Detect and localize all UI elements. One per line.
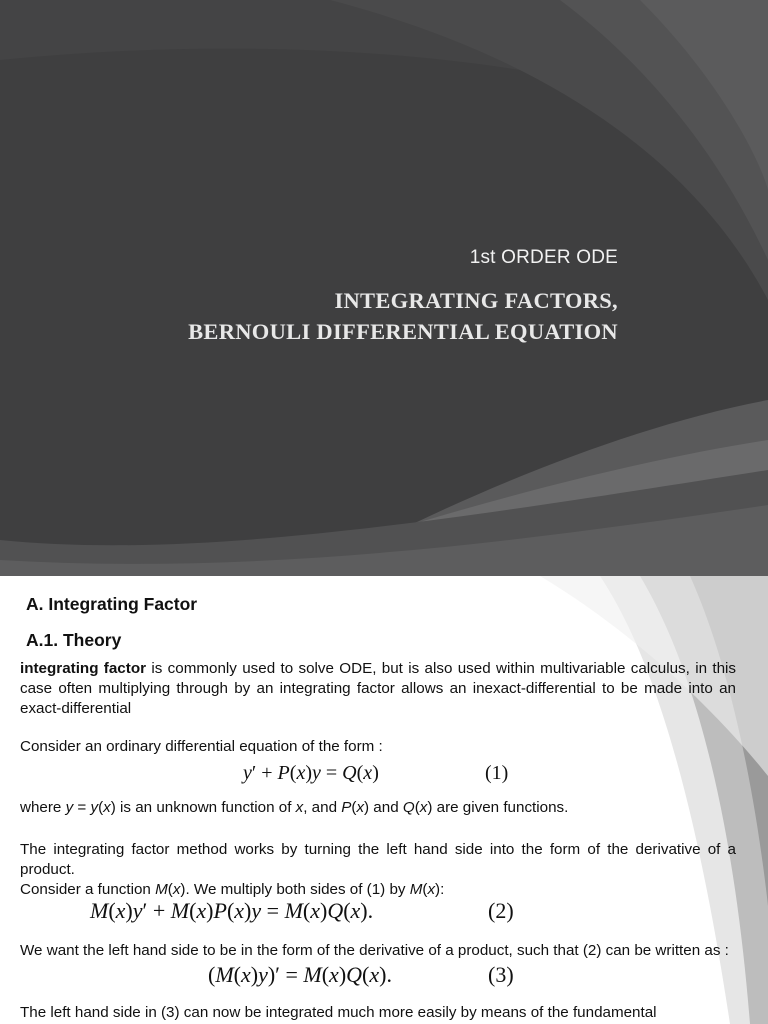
theory-slide	[0, 576, 768, 1024]
section-heading: A. Integrating Factor	[26, 594, 198, 614]
paragraph-method: The integrating factor method works by turning the left hand side into the form of the derivative of a product.	[20, 841, 736, 878]
term-integrating-factor: integrating factor	[20, 660, 147, 677]
paragraph-want-lhs: We want the left hand side to be in the form of the derivative of a product, such that (2) can be written as :	[20, 942, 729, 959]
definition-text: is commonly used to solve ODE, but is also used within multivariable calculus, in this case often multiplying through by an integrating factor allows an inexact-differential to be made into an exact-differential	[20, 660, 736, 717]
paragraph-consider-function: Consider a function M(x). We multiply both sides of (1) by M(x):	[20, 881, 445, 898]
slide-title	[58, 285, 618, 347]
paragraph-where: where y = y(x) is an unknown function of x, and P(x) and Q(x) are given functions.	[20, 799, 569, 816]
slide-title-line-2: BERNOULI DIFFERENTIAL EQUATION	[188, 319, 618, 344]
slide-title-line-1: INTEGRATING FACTORS,	[334, 288, 618, 313]
paragraph-definition	[20, 659, 736, 719]
paragraph-consider-ode: Consider an ordinary differential equation of the form :	[20, 738, 383, 755]
equation-3-label: (3)	[488, 962, 514, 987]
equation-1: y′ + P(x)y = Q(x)	[243, 762, 379, 784]
equation-2-label: (2)	[488, 898, 514, 923]
equation-3: (M(x)y)′ = M(x)Q(x).	[208, 962, 392, 987]
equation-1-label: (1)	[485, 762, 509, 784]
equation-2: M(x)y′ + M(x)P(x)y = M(x)Q(x).	[90, 898, 374, 923]
paragraph-lhs-integrated: The left hand side in (3) can now be integrated much more easily by means of the fundamental	[20, 1004, 657, 1021]
subsection-heading: A.1. Theory	[26, 630, 122, 650]
slide-subtitle: 1st ORDER ODE	[469, 247, 618, 268]
